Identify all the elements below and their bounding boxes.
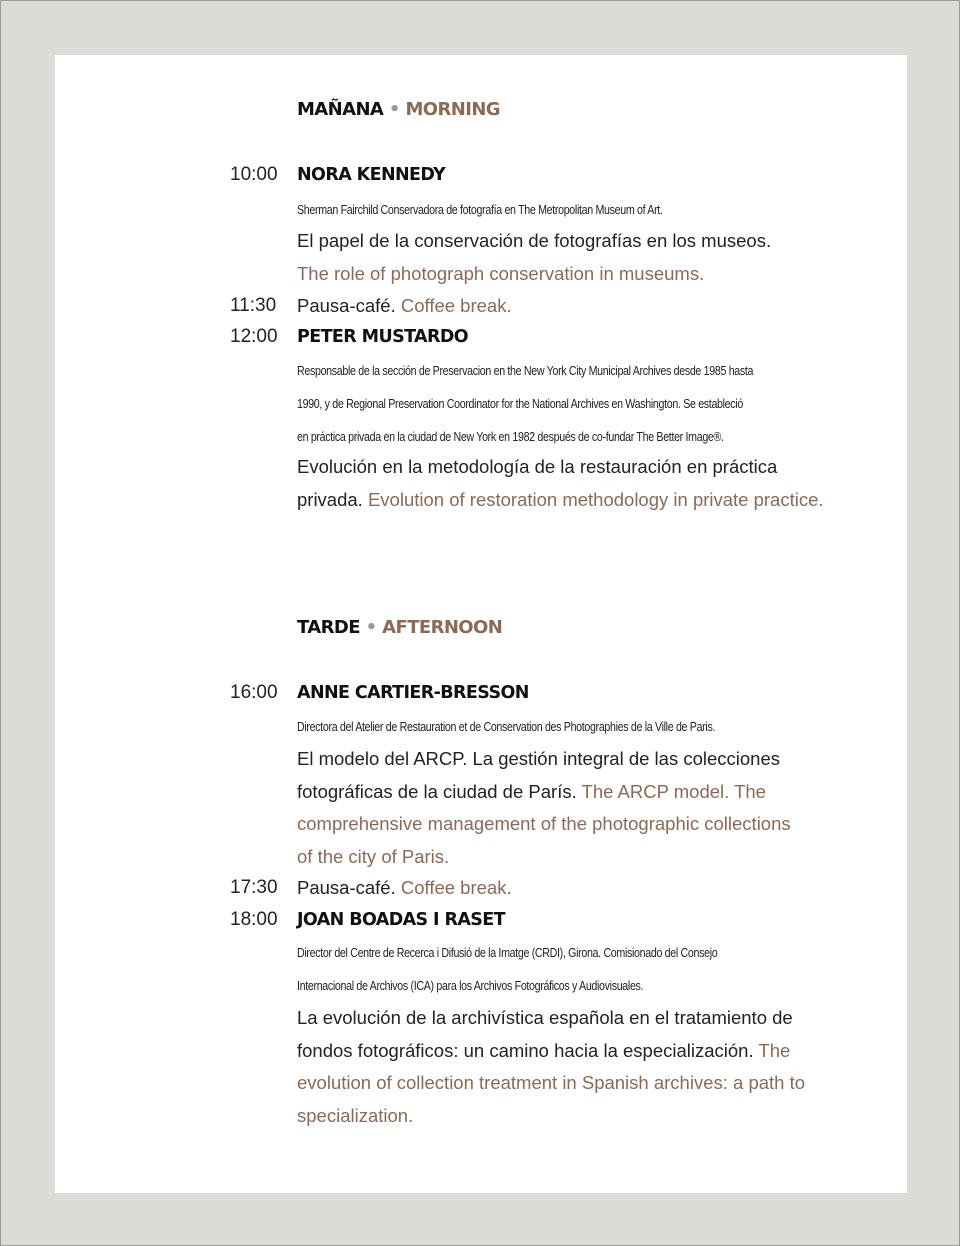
afternoon-header-en: AFTERNOON	[382, 617, 503, 638]
header-separator: •	[365, 617, 377, 638]
talk-title-es: El papel de la conservación de fotografías en los museos.	[297, 230, 772, 251]
bio-line: en práctica privada en la ciudad de New York en 1982 después de co-fundar The Better Image®.	[297, 429, 724, 444]
bio-line: Responsable de la sección de Preservacion en the New York City Municipal Archives desde 1985 hasta	[297, 363, 754, 378]
talk-title	[297, 1002, 817, 1132]
talk-title	[297, 225, 842, 290]
talk-title	[297, 743, 802, 873]
speaker-name: PETER MUSTARDO	[297, 327, 469, 347]
speaker-name: NORA KENNEDY	[297, 165, 446, 185]
bio-line: Directora del Atelier de Restauration et de Conservation des Photographies de la Ville de Paris.	[297, 719, 716, 734]
talk-title-en: The ARCP model. The comprehensive management of the photographic collections of the city of Paris.	[297, 780, 791, 867]
break-es: Pausa-café.	[297, 295, 396, 316]
program-page	[55, 55, 907, 1193]
morning-section-header	[297, 99, 500, 120]
speaker-name: JOAN BOADAS I RASET	[297, 910, 505, 930]
coffee-break	[297, 295, 512, 317]
session-time: 18:00	[230, 909, 278, 930]
morning-header-en: MORNING	[405, 99, 500, 120]
session-time: 17:30	[230, 877, 278, 898]
bio-line: Director del Centre de Recerca i Difusió de la Imatge (CRDI), Girona. Comisionado del Consejo	[297, 945, 718, 960]
bio-line: Sherman Fairchild Conservadora de fotografía en The Metropolitan Museum of Art.	[297, 202, 663, 217]
talk-title-es: La evolución de la archivística española en el tratamiento de fondos fotográficos: un camino hacia la especialización.	[297, 1007, 793, 1061]
session-time: 11:30	[230, 295, 277, 316]
speaker-bio	[297, 362, 754, 461]
header-separator: •	[388, 99, 400, 120]
break-en: Coffee break.	[400, 877, 512, 898]
bio-line: 1990, y de Regional Preservation Coordinator for the National Archives en Washington. Se estableció	[297, 396, 743, 411]
break-en: Coffee break.	[400, 295, 512, 316]
session-time: 16:00	[230, 682, 278, 703]
break-es: Pausa-café.	[297, 877, 396, 898]
talk-title-es: El modelo del ARCP. La gestión integral de las colecciones fotográficas de la ciudad de París.	[297, 748, 781, 802]
speaker-bio	[297, 944, 740, 1010]
session-time: 10:00	[230, 164, 278, 185]
afternoon-header-es: TARDE	[297, 617, 360, 638]
talk-title-en: The evolution of collection treatment in Spanish archives: a path to specialization.	[297, 1039, 806, 1126]
session-time: 12:00	[230, 326, 278, 347]
talk-title	[297, 451, 832, 516]
morning-header-es: MAÑANA	[297, 99, 384, 120]
coffee-break	[297, 877, 512, 899]
afternoon-section-header	[297, 617, 502, 638]
talk-title-en: The role of photograph conservation in museums.	[297, 262, 705, 284]
speaker-name: ANNE CARTIER-BRESSON	[297, 683, 529, 703]
talk-title-es: Evolución en la metodología de la restauración en práctica privada.	[297, 456, 778, 510]
talk-title-en: Evolution of restoration methodology in private practice.	[367, 488, 824, 510]
bio-line: Internacional de Archivos (ICA) para los Archivos Fotográficos y Audiovisuales.	[297, 978, 644, 993]
